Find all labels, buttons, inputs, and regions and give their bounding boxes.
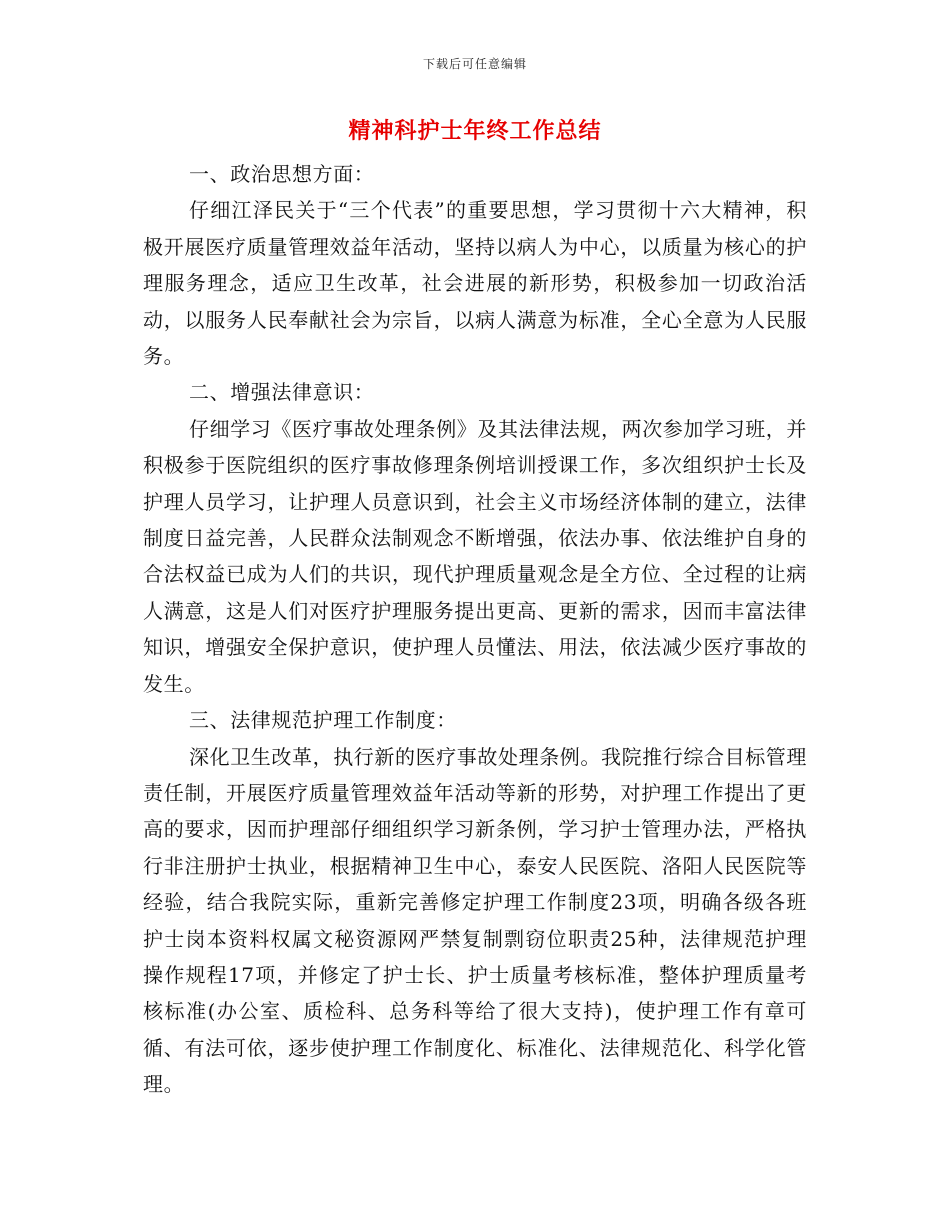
section-heading-nursing-rules: 三、法律规范护理工作制度： <box>189 708 457 733</box>
document-title: 精神科护士年终工作总结 <box>348 119 602 144</box>
section-paragraph-law-awareness: 仔细学习《医疗事故处理条例》及其法律法规，两次参加学习班，并积极参于医院组织的医疗事故修理条例培训授课工作，多次组织护士长及护理人员学习，让护理人员意识到，社会主义市场经济体制的建立，法律制度日益完善，人民群众法制观念不断增强，依法办事、依法维护自身的合法权益已成为人们的共识，现代护理质量观念是全方位、全过程的让病人满意，这是人们对医疗护理服务提出更高、更新的需求，因而丰富法律知识，增强安全保护意识，使护理人员懂法、用法，依法减少医疗事故的发生。 <box>143 416 807 696</box>
section-paragraph-politics: 仔细江泽民关于“三个代表”的重要思想，学习贯彻十六大精神，积极开展医疗质量管理效益年活动，坚持以病人为中心，以质量为核心的护理服务理念，适应卫生改革，社会进展的新形势，积极参加一切政治活动，以服务人民奉献社会为宗旨，以病人满意为标准，全心全意为人民服务。 <box>143 198 807 369</box>
document-body <box>143 156 807 1103</box>
section-heading-politics: 一、政治思想方面： <box>189 162 375 186</box>
header-note: 下载后可任意编辑 <box>422 57 527 71</box>
section-paragraph-nursing-rules: 深化卫生改革，执行新的医疗事故处理条例。我院推行综合目标管理责任制，开展医疗质量管理效益年活动等新的形势，对护理工作提出了更高的要求，因而护理部仔细组织学习新条例，学习护士管理办法，严格执行非注册护士执业，根据精神卫生中心，泰安人民医院、洛阳人民医院等经验，结合我院实际，重新完善修定护理工作制度23项，明确各级各班护士岗本资料权属文秘资源网严禁复制剽窃位职责25种，法律规范护理操作规程17项，并修定了护士长、护士质量考核标准，整体护理质量考核标准(办公室、质检科、总务科等给了很大支持)，使护理工作有章可循、有法可依，逐步使护理工作制度化、标准化、法律规范化、科学化管理。 <box>143 744 807 1097</box>
section-heading-law-awareness: 二、增强法律意识： <box>189 380 375 405</box>
